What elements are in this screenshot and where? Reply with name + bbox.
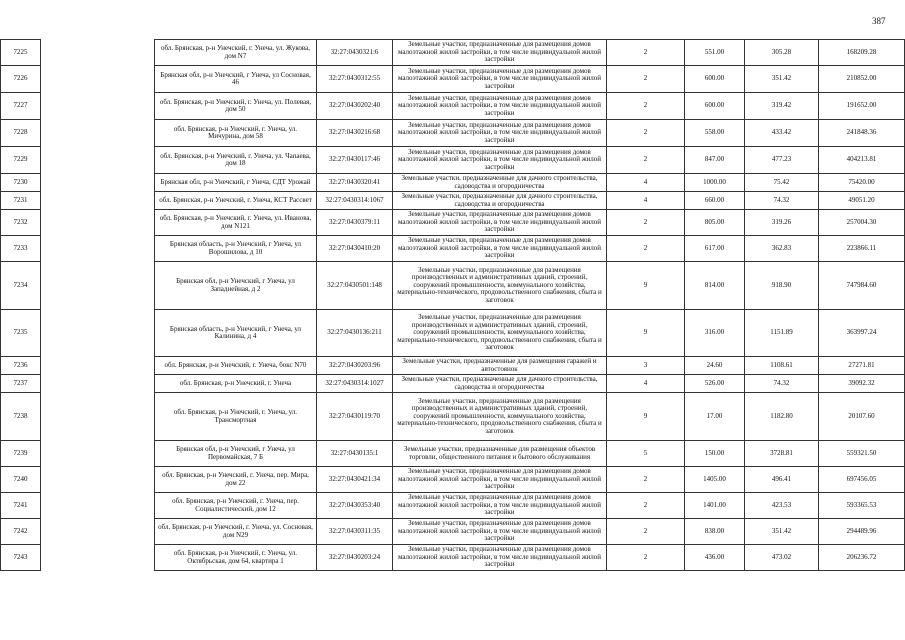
cadastral-number-cell: 32:27:0430216:68: [317, 120, 393, 147]
table-body: [1, 40, 905, 571]
land-use-purpose-cell: Земельные участки, предназначенные для размещения производственных и административных зданий, строений, сооружений промышленности, коммунального хозяйства, материально-технического, продовольственного снабжения, сбыта и заготовок: [393, 310, 607, 357]
cadastral-number-cell: 32:27:0430312:55: [317, 66, 393, 93]
land-use-purpose-cell: Земельные участки, предназначенные для размещения домов малоэтажной жилой застройки, в том числе индивидуальной жилой застройки: [393, 545, 607, 571]
land-use-purpose-cell: Земельные участки, предназначенные для дачного строительства, садоводства и огородничества: [393, 192, 607, 210]
use-group-cell: 2: [607, 210, 685, 236]
cadastral-value-cell: 206236.72: [819, 545, 905, 571]
table-row: [1, 375, 905, 393]
land-use-purpose-cell: Земельные участки, предназначенные для размещения домов малоэтажной жилой застройки, в том числе индивидуальной жилой застройки: [393, 236, 607, 262]
cadastral-number-cell: 32:27:0430314:1067: [317, 192, 393, 210]
area-cell: 558.00: [685, 120, 745, 147]
address-cell: обл. Брянская, р-н Унечский, г. Унеча, ул. Октябрьская, дом 64, квартира 1: [155, 545, 317, 571]
use-group-cell: 2: [607, 467, 685, 493]
cadastral-value-cell: 697456.05: [819, 467, 905, 493]
address-cell: Брянская обл, р-н Унечский, г Унеча, ул Западнейная, д 2: [155, 262, 317, 310]
spacer-cell: [41, 236, 155, 262]
table-row: [1, 147, 905, 174]
land-use-purpose-cell: Земельные участки, предназначенные для размещения гаражей и автостоянок: [393, 357, 607, 375]
land-use-purpose-cell: Земельные участки, предназначенные для размещения домов малоэтажной жилой застройки, в том числе индивидуальной жилой застройки: [393, 66, 607, 93]
use-group-cell: 4: [607, 174, 685, 192]
table-row: [1, 236, 905, 262]
cadastral-value-cell: 39092.32: [819, 375, 905, 393]
address-cell: обл. Брянская, р-н Унечский, г. Унеча, пер. Мира, дом 22: [155, 467, 317, 493]
row-number-cell: 7235: [1, 310, 41, 357]
use-group-cell: 2: [607, 93, 685, 120]
cadastral-value-cell: 168209.28: [819, 40, 905, 66]
area-cell: 600.00: [685, 93, 745, 120]
cadastral-number-cell: 32:27:0430421:34: [317, 467, 393, 493]
spacer-cell: [41, 467, 155, 493]
specific-value-cell: 477.23: [745, 147, 819, 174]
table-row: [1, 210, 905, 236]
table-row: [1, 262, 905, 310]
cadastral-value-cell: 223866.11: [819, 236, 905, 262]
cadastral-number-cell: 32:27:0430321:6: [317, 40, 393, 66]
spacer-cell: [41, 147, 155, 174]
row-number-cell: 7226: [1, 66, 41, 93]
spacer-cell: [41, 441, 155, 467]
use-group-cell: 2: [607, 493, 685, 519]
row-number-cell: 7228: [1, 120, 41, 147]
area-cell: 316.00: [685, 310, 745, 357]
row-number-cell: 7230: [1, 174, 41, 192]
cadastral-value-cell: 27271.81: [819, 357, 905, 375]
use-group-cell: 4: [607, 192, 685, 210]
cadastral-number-cell: 32:27:0430203:96: [317, 357, 393, 375]
cadastral-value-cell: 404213.81: [819, 147, 905, 174]
spacer-cell: [41, 262, 155, 310]
row-number-cell: 7239: [1, 441, 41, 467]
land-use-purpose-cell: Земельные участки, предназначенные для размещения домов малоэтажной жилой застройки, в том числе индивидуальной жилой застройки: [393, 120, 607, 147]
cadastral-number-cell: 32:27:0430136:211: [317, 310, 393, 357]
specific-value-cell: 496.41: [745, 467, 819, 493]
cadastral-number-cell: 32:27:0430353:40: [317, 493, 393, 519]
table-row: [1, 467, 905, 493]
address-cell: обл. Брянская, р-н Унечский, г. Унеча: [155, 375, 317, 393]
table-row: [1, 174, 905, 192]
address-cell: обл. Брянская, р-н Унечский, г. Унеча, ул. Чапаева, дом 18: [155, 147, 317, 174]
cadastral-value-cell: 210852.00: [819, 66, 905, 93]
row-number-cell: 7243: [1, 545, 41, 571]
spacer-cell: [41, 393, 155, 441]
address-cell: Брянская область, р-н Унечский, г Унеча, ул Ворошилова, д 10: [155, 236, 317, 262]
row-number-cell: 7236: [1, 357, 41, 375]
specific-value-cell: 3728.81: [745, 441, 819, 467]
address-cell: обл. Брянская, р-н Унечский, г. Унеча, ул. Мичурина, дом 58: [155, 120, 317, 147]
row-number-cell: 7231: [1, 192, 41, 210]
address-cell: обл. Брянская, р-н Унечский, г. Унеча, КСТ Рассвет: [155, 192, 317, 210]
use-group-cell: 9: [607, 310, 685, 357]
specific-value-cell: 351.42: [745, 66, 819, 93]
spacer-cell: [41, 174, 155, 192]
table-row: [1, 393, 905, 441]
spacer-cell: [41, 357, 155, 375]
cadastral-value-cell: 241848.36: [819, 120, 905, 147]
cadastral-number-cell: 32:27:0430117:46: [317, 147, 393, 174]
area-cell: 24.60: [685, 357, 745, 375]
spacer-cell: [41, 93, 155, 120]
table-row: [1, 93, 905, 120]
spacer-cell: [41, 66, 155, 93]
cadastral-value-cell: 257004.30: [819, 210, 905, 236]
specific-value-cell: 918.90: [745, 262, 819, 310]
table-row: [1, 441, 905, 467]
area-cell: 617.00: [685, 236, 745, 262]
cadastral-number-cell: 32:27:0430314:1027: [317, 375, 393, 393]
specific-value-cell: 1182.80: [745, 393, 819, 441]
cadastral-number-cell: 32:27:0430135:1: [317, 441, 393, 467]
area-cell: 1401.00: [685, 493, 745, 519]
cadastral-value-cell: 75420.00: [819, 174, 905, 192]
address-cell: Брянская область, р-н Унечский, г Унеча, ул Калинина, д 4: [155, 310, 317, 357]
land-use-purpose-cell: Земельные участки, предназначенные для размещения производственных и административных зданий, строений, сооружений промышленности, коммунального хозяйства, материально-технического, продовольственного снабжения, сбыта и заготовок: [393, 262, 607, 310]
use-group-cell: 3: [607, 357, 685, 375]
specific-value-cell: 75.42: [745, 174, 819, 192]
specific-value-cell: 473.02: [745, 545, 819, 571]
cadastral-value-cell: 191652.00: [819, 93, 905, 120]
land-use-purpose-cell: Земельные участки, предназначенные для размещения домов малоэтажной жилой застройки, в том числе индивидуальной жилой застройки: [393, 40, 607, 66]
use-group-cell: 2: [607, 545, 685, 571]
land-use-purpose-cell: Земельные участки, предназначенные для размещения домов малоэтажной жилой застройки, в том числе индивидуальной жилой застройки: [393, 467, 607, 493]
specific-value-cell: 305.28: [745, 40, 819, 66]
table-row: [1, 120, 905, 147]
cadastral-value-cell: 747984.60: [819, 262, 905, 310]
row-number-cell: 7229: [1, 147, 41, 174]
land-use-purpose-cell: Земельные участки, предназначенные для размещения домов малоэтажной жилой застройки, в том числе индивидуальной жилой застройки: [393, 519, 607, 545]
spacer-cell: [41, 120, 155, 147]
cadastral-number-cell: 32:27:0430203:24: [317, 545, 393, 571]
land-use-purpose-cell: Земельные участки, предназначенные для дачного строительства, садоводства и огородничества: [393, 174, 607, 192]
area-cell: 1405.00: [685, 467, 745, 493]
use-group-cell: 2: [607, 66, 685, 93]
specific-value-cell: 319.42: [745, 93, 819, 120]
land-use-purpose-cell: Земельные участки, предназначенные для дачного строительства, садоводства и огородничества: [393, 375, 607, 393]
cadastral-number-cell: 32:27:0430501:148: [317, 262, 393, 310]
area-cell: 1000.00: [685, 174, 745, 192]
cadastral-value-cell: 49051.20: [819, 192, 905, 210]
specific-value-cell: 423.53: [745, 493, 819, 519]
spacer-cell: [41, 192, 155, 210]
specific-value-cell: 319.26: [745, 210, 819, 236]
cadastral-value-cell: 294489.96: [819, 519, 905, 545]
area-cell: 17.00: [685, 393, 745, 441]
area-cell: 436.00: [685, 545, 745, 571]
specific-value-cell: 74.32: [745, 192, 819, 210]
specific-value-cell: 1108.61: [745, 357, 819, 375]
area-cell: 814.00: [685, 262, 745, 310]
land-use-purpose-cell: Земельные участки, предназначенные для размещения производственных и административных зданий, строений, сооружений промышленности, коммунального хозяйства, материально-технического, продовольственного снабжения, сбыта и заготовок: [393, 393, 607, 441]
spacer-cell: [41, 545, 155, 571]
area-cell: 600.00: [685, 66, 745, 93]
row-number-cell: 7234: [1, 262, 41, 310]
spacer-cell: [41, 310, 155, 357]
specific-value-cell: 433.42: [745, 120, 819, 147]
use-group-cell: 2: [607, 147, 685, 174]
cadastral-number-cell: 32:27:0430410:20: [317, 236, 393, 262]
spacer-cell: [41, 519, 155, 545]
spacer-cell: [41, 493, 155, 519]
row-number-cell: 7232: [1, 210, 41, 236]
land-use-purpose-cell: Земельные участки, предназначенные для размещения домов малоэтажной жилой застройки, в том числе индивидуальной жилой застройки: [393, 93, 607, 120]
table-row: [1, 357, 905, 375]
land-use-purpose-cell: Земельные участки, предназначенные для размещения домов малоэтажной жилой застройки, в том числе индивидуальной жилой застройки: [393, 147, 607, 174]
cadastral-number-cell: 32:27:0430379:11: [317, 210, 393, 236]
use-group-cell: 2: [607, 519, 685, 545]
address-cell: Брянская обл, р-н Унечский, г Унеча, ул Сосновая, 46: [155, 66, 317, 93]
use-group-cell: 4: [607, 375, 685, 393]
spacer-cell: [41, 210, 155, 236]
row-number-cell: 7237: [1, 375, 41, 393]
spacer-cell: [41, 40, 155, 66]
specific-value-cell: 351.42: [745, 519, 819, 545]
address-cell: обл. Брянская, р-н Унечский, г. Унеча, ул. Трансмортная: [155, 393, 317, 441]
table-row: [1, 545, 905, 571]
specific-value-cell: 1151.89: [745, 310, 819, 357]
area-cell: 838.00: [685, 519, 745, 545]
use-group-cell: 2: [607, 120, 685, 147]
cadastral-value-cell: 559321.50: [819, 441, 905, 467]
row-number-cell: 7238: [1, 393, 41, 441]
address-cell: Брянская обл, р-н Унечский, г Унеча, СДТ Урожай: [155, 174, 317, 192]
area-cell: 847.00: [685, 147, 745, 174]
address-cell: обл. Брянская, р-н Унечский, г. Унеча, ул. Жукова, дом N7: [155, 40, 317, 66]
table-row: [1, 40, 905, 66]
area-cell: 526.00: [685, 375, 745, 393]
cadastral-number-cell: 32:27:0430320:41: [317, 174, 393, 192]
table-row: [1, 493, 905, 519]
row-number-cell: 7240: [1, 467, 41, 493]
land-use-purpose-cell: Земельные участки, предназначенные для размещения домов малоэтажной жилой застройки, в том числе индивидуальной жилой застройки: [393, 210, 607, 236]
row-number-cell: 7227: [1, 93, 41, 120]
area-cell: 805.00: [685, 210, 745, 236]
cadastral-number-cell: 32:27:0430311:35: [317, 519, 393, 545]
table-row: [1, 310, 905, 357]
address-cell: обл. Брянская, р-н Унечский, г. Унеча, ул. Иванова, дом N121: [155, 210, 317, 236]
area-cell: 660.00: [685, 192, 745, 210]
cadastral-value-table: [0, 39, 905, 571]
row-number-cell: 7242: [1, 519, 41, 545]
land-use-purpose-cell: Земельные участки, предназначенные для размещения домов малоэтажной жилой застройки, в том числе индивидуальной жилой застройки: [393, 493, 607, 519]
address-cell: обл. Брянская, р-н Унечский, г. Унеча, ул. Полевая, дом 50: [155, 93, 317, 120]
cadastral-value-cell: 593365.53: [819, 493, 905, 519]
use-group-cell: 2: [607, 236, 685, 262]
table-row: [1, 519, 905, 545]
page-number: 387: [872, 16, 886, 26]
table-row: [1, 66, 905, 93]
address-cell: обл. Брянская, р-н Унечский, г. Унеча, бокс N70: [155, 357, 317, 375]
use-group-cell: 9: [607, 262, 685, 310]
table-row: [1, 192, 905, 210]
cadastral-value-cell: 20107.60: [819, 393, 905, 441]
specific-value-cell: 362.83: [745, 236, 819, 262]
area-cell: 551.00: [685, 40, 745, 66]
area-cell: 150.00: [685, 441, 745, 467]
land-use-purpose-cell: Земельные участки, предназначенные для размещения объектов торговли, общественного питания и бытового обслуживания: [393, 441, 607, 467]
row-number-cell: 7225: [1, 40, 41, 66]
address-cell: Брянская обл, р-н Унечский, г Унеча, ул Первомайская, 7 Б: [155, 441, 317, 467]
address-cell: обл. Брянская, р-н Унечский, г. Унеча, ул. Сосновая, дом N29: [155, 519, 317, 545]
cadastral-value-cell: 363997.24: [819, 310, 905, 357]
row-number-cell: 7233: [1, 236, 41, 262]
use-group-cell: 2: [607, 40, 685, 66]
use-group-cell: 9: [607, 393, 685, 441]
spacer-cell: [41, 375, 155, 393]
address-cell: обл. Брянская, р-н Унечский, г. Унеча, пер. Социалистический, дом 12: [155, 493, 317, 519]
row-number-cell: 7241: [1, 493, 41, 519]
cadastral-number-cell: 32:27:0430202:40: [317, 93, 393, 120]
use-group-cell: 5: [607, 441, 685, 467]
specific-value-cell: 74.32: [745, 375, 819, 393]
cadastral-number-cell: 32:27:0430119:70: [317, 393, 393, 441]
